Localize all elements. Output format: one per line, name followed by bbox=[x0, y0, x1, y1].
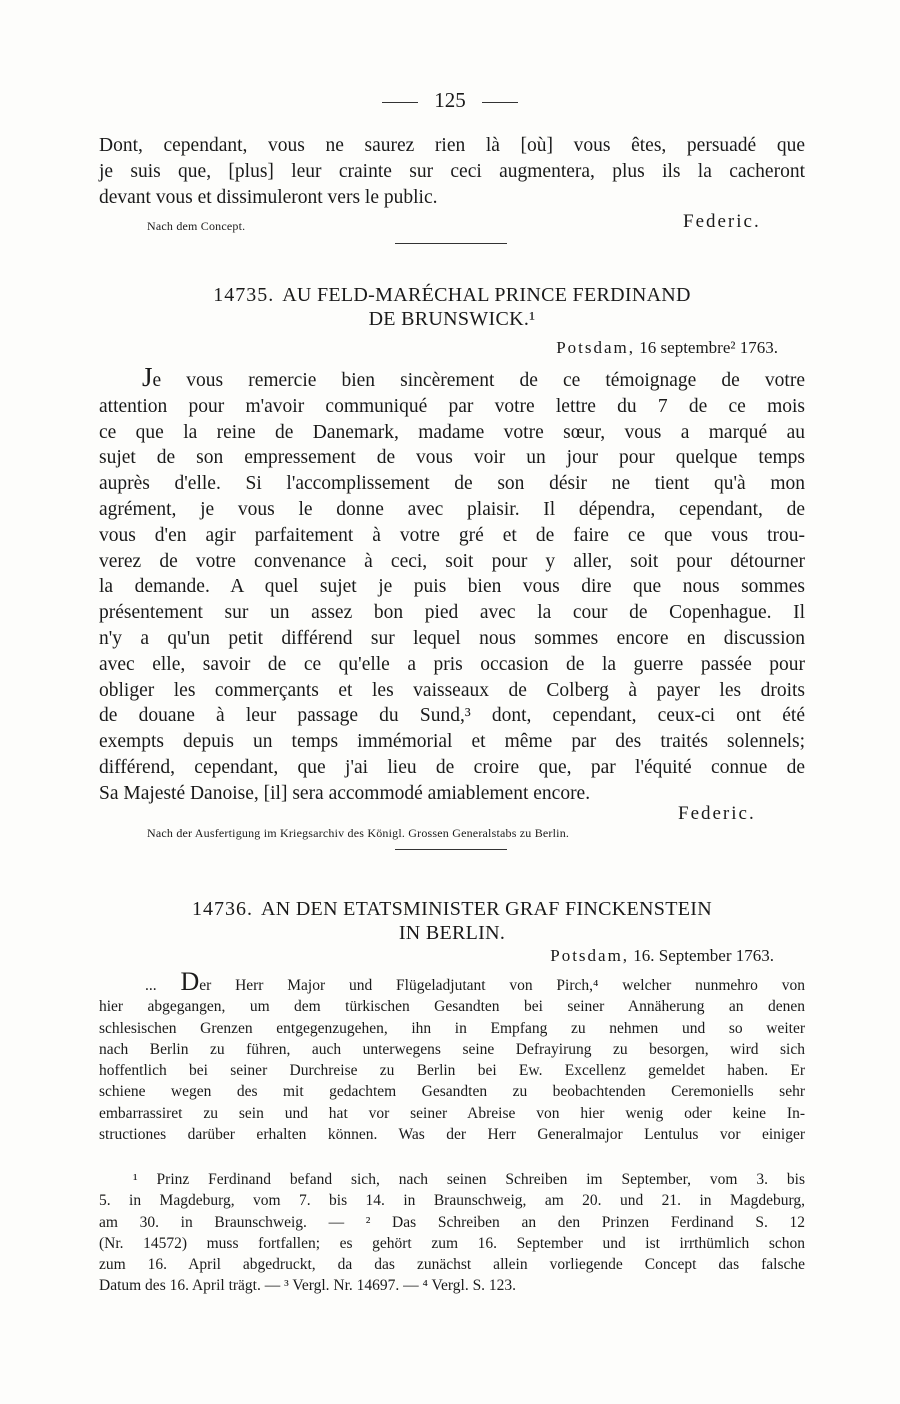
text-line: embarrassiret zu sein und hat vor seiner Abreise von hier wenig oder keine In- bbox=[99, 1104, 805, 1122]
heading-title: AN DEN ETATSMINISTER GRAF FINCKENSTEIN bbox=[261, 898, 712, 920]
letter-number: 14735. bbox=[213, 284, 275, 306]
text-line: schlesischen Grenzen entgegenzugehen, ihn in Empfang zu nehmen und so weiter bbox=[99, 1019, 805, 1037]
text-line: agrément, je vous le donne avec plaisir. Il dépendra, cependant, de bbox=[99, 498, 805, 520]
text-line: vous d'en agir parfaitement à votre gré et de faire ce que vous trou- bbox=[99, 524, 805, 546]
text-line: ce que la reine de Danemark, madame votre sœur, vous a marqué au bbox=[99, 421, 805, 443]
section-divider bbox=[395, 849, 507, 850]
footnote-line: am 30. in Braunschweig. — ² Das Schreiben an den Prinzen Ferdinand S. 12 bbox=[99, 1213, 805, 1231]
heading-title: AU FELD-MARÉCHAL PRINCE FERDINAND bbox=[282, 284, 691, 306]
place-name: Potsdam, bbox=[550, 946, 630, 965]
signature: Federic. bbox=[683, 211, 761, 232]
text-line: schiene wegen des mit gedachtem Gesandten zu beobachtenden Ceremoniells sehr bbox=[99, 1083, 805, 1101]
text-line: verez de votre convenance à ceci, soit pour y aller, soit pour détourner bbox=[99, 550, 805, 572]
text-line: hier abgegangen, um dem türkischen Gesandten bei seiner Annäherung an denen bbox=[99, 998, 805, 1016]
text-line: attention pour m'avoir communiqué par votre lettre du 7 de ce mois bbox=[99, 395, 805, 417]
page-number: 125 bbox=[434, 88, 466, 112]
continuation-paragraph bbox=[99, 133, 805, 210]
footnote-line: zum 16. April abgedruckt, da das zunächst allein vorliegende Concept das falsche bbox=[99, 1256, 805, 1274]
place-name: Potsdam, bbox=[556, 338, 636, 357]
source-note: Nach der Ausfertigung im Kriegsarchiv des Königl. Grossen Generalstabs zu Berlin. bbox=[147, 826, 570, 840]
heading-line-2: IN BERLIN. bbox=[398, 922, 506, 944]
text-line: sujet de son empressement de vous voir un jour pour quelque temps bbox=[99, 447, 805, 469]
text-line: avec elle, savoir de ce qu'elle a pris occasion de la guerre passée pour bbox=[99, 653, 805, 675]
text-line: hoffentlich bei seiner Durchreise zu Berlin bei Ew. Excellenz gemeldet haben. Er bbox=[99, 1062, 805, 1080]
footnote-line: Datum des 16. April trägt. — ³ Vergl. Nr. 14697. — ⁴ Vergl. S. 123. bbox=[99, 1277, 517, 1295]
drop-cap: J bbox=[142, 362, 153, 392]
text-line: présentement sur un assez bon pied avec la cour de Copenhague. Il bbox=[99, 602, 805, 624]
letter-body bbox=[99, 969, 805, 1145]
footnote-line: 5. in Magdeburg, vom 7. bis 14. in Braunschweig, am 20. und 21. in Magdeburg, bbox=[99, 1192, 805, 1210]
text-line: ... Der Herr Major und Flügeladjutant von Pirch,⁴ welcher nunmehro von bbox=[145, 967, 805, 996]
text-line: la demande. A quel sujet je puis bien vous dire que nous sommes bbox=[99, 576, 805, 598]
text-line: structiones darüber erhalten können. Was der Herr Generalmajor Lentulus vor einiger bbox=[99, 1126, 805, 1144]
heading-line-1 bbox=[99, 283, 805, 307]
text-line: différend, cependant, que j'ai lieu de croire que, par l'équité connue de bbox=[99, 756, 805, 778]
footnote-line: (Nr. 14572) muss fortfallen; es gehört zum 16. September und ist irrthümlich schon bbox=[99, 1234, 805, 1252]
heading-line-2: DE BRUNSWICK.¹ bbox=[368, 308, 536, 330]
text-line: Dont, cependant, vous ne saurez rien là [où] vous êtes, persuadé que bbox=[99, 135, 805, 156]
letter-heading bbox=[99, 897, 805, 945]
ellipsis: ... bbox=[145, 977, 181, 994]
text-line: obliger les commerçants et les vaisseaux de Colberg à payer les droits bbox=[99, 679, 805, 701]
letter-number: 14736. bbox=[192, 898, 254, 920]
text-line: Je vous remercie bien sincèrement de ce témoignage de votre bbox=[142, 362, 805, 392]
footnote-line: ¹ Prinz Ferdinand befand sich, nach seinen Schreiben im September, vom 3. bis bbox=[133, 1171, 805, 1188]
source-note: Nach dem Concept. bbox=[147, 219, 246, 233]
text-line: de douane à leur passage du Sund,³ dont, cependant, ceux-ci ont été bbox=[99, 705, 805, 727]
header-dash-left bbox=[382, 102, 418, 103]
footnotes bbox=[99, 1169, 805, 1297]
text-line: n'y a qu'un petit différend sur lequel nous sommes encore en discussion bbox=[99, 627, 805, 649]
text-line: Sa Majesté Danoise, [il] sera accommodé amiablement encore. bbox=[99, 782, 591, 804]
letter-date: 16 septembre² 1763. bbox=[639, 338, 778, 357]
drop-cap: D bbox=[180, 967, 200, 996]
header-dash-right bbox=[482, 102, 518, 103]
letter-date: 16. September 1763. bbox=[633, 946, 774, 965]
signature: Federic. bbox=[678, 803, 756, 824]
text-line: exempts depuis un temps immémorial et même par des traités solennels; bbox=[99, 731, 805, 753]
place-date bbox=[550, 946, 774, 966]
text-line: je suis que, [plus] leur crainte sur ceci augmentera, plus ils la cacheront bbox=[99, 160, 805, 182]
heading-line-1 bbox=[99, 897, 805, 921]
letter-heading bbox=[99, 283, 805, 331]
text-line: auprès d'elle. Si l'accomplissement de son désir ne tient qu'à mon bbox=[99, 473, 805, 495]
section-divider bbox=[395, 243, 507, 244]
text-line: nach Berlin zu führen, auch unterwegens seine Defrayirung zu besorgen, wird sich bbox=[99, 1040, 805, 1058]
page-header bbox=[0, 88, 900, 113]
letter-body bbox=[99, 364, 805, 807]
text-line: devant vous et dissimuleront vers le public. bbox=[99, 186, 438, 208]
place-date bbox=[556, 338, 778, 358]
